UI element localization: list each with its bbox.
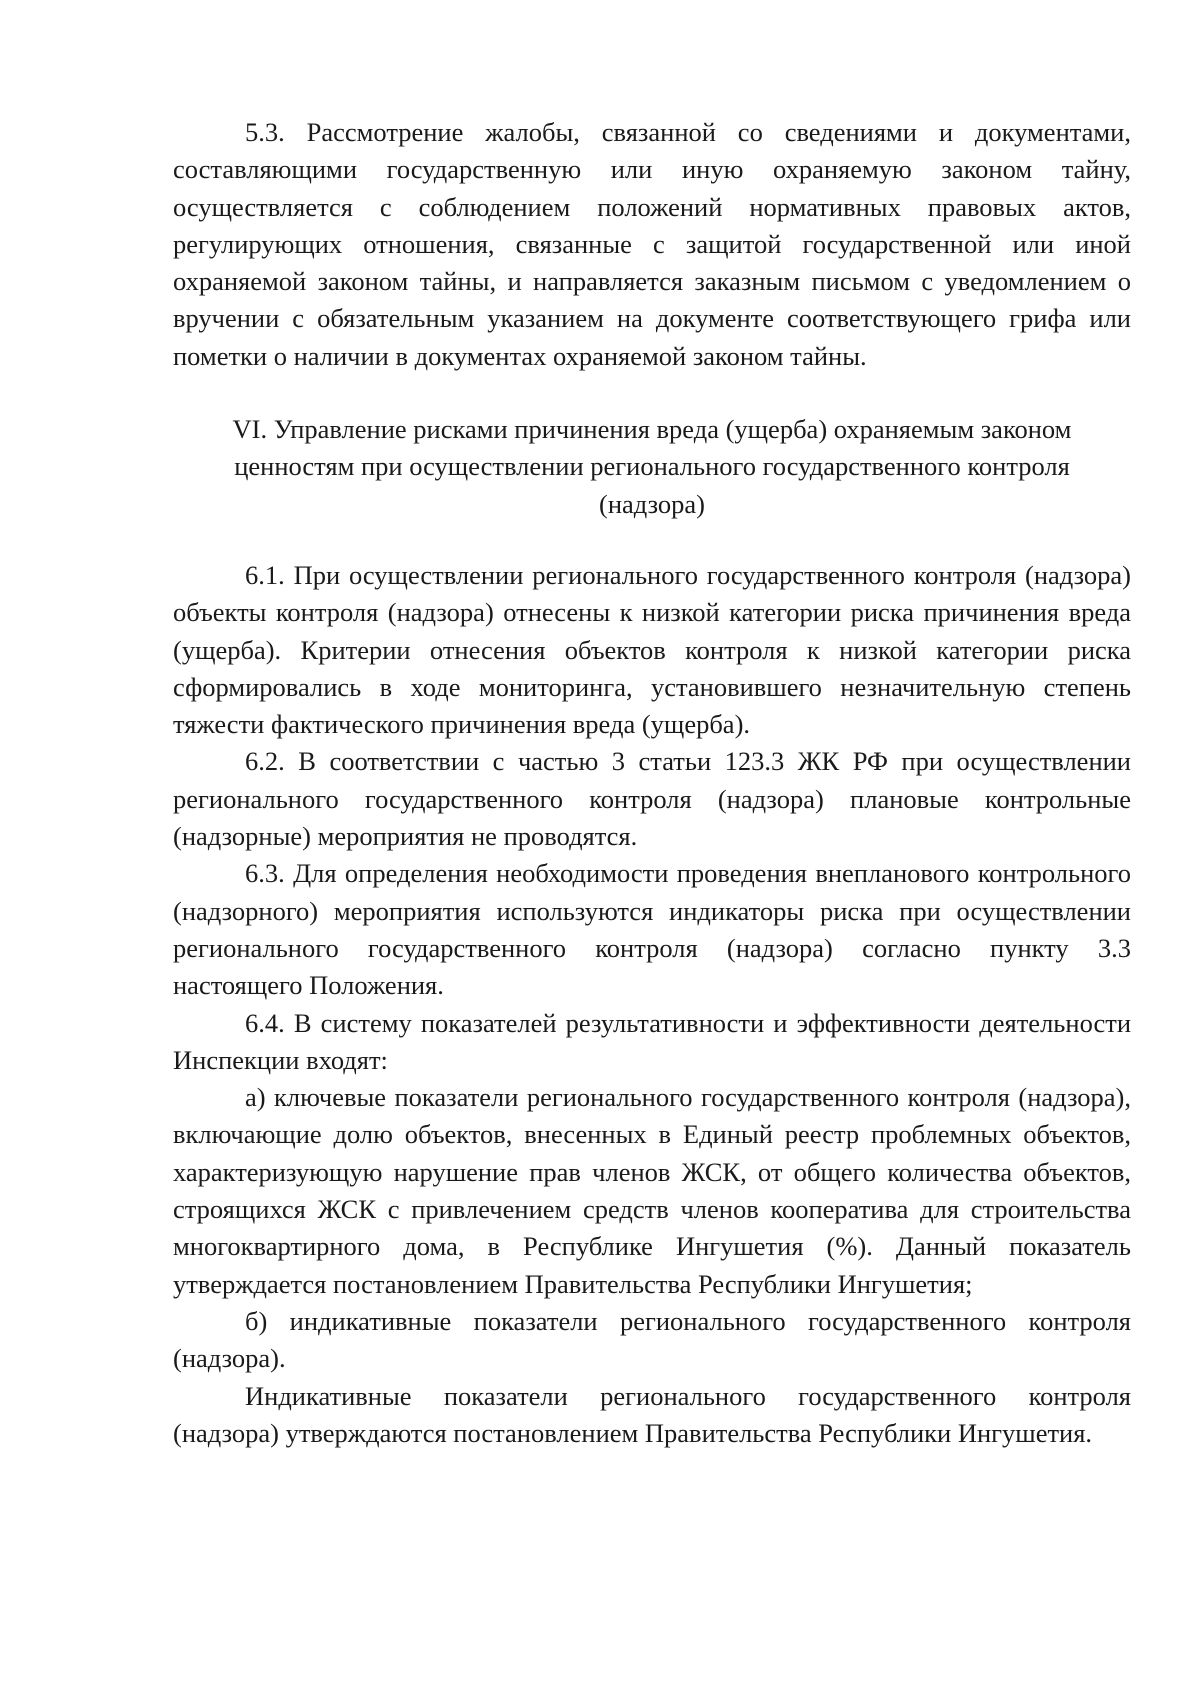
paragraph-5-3: 5.3. Рассмотрение жалобы, связанной со сведениями и документами, составляющими государственную или иную охраняемую законом тайну, осуществляется с соблюдением положений нормативных правовых актов, регулирующих отношения, связанные с защитой государственной или иной охраняемой законом тайны, и направляется заказным письмом с уведомлением о вручении с обязательным указанием на документе соответствующего грифа или пометки о наличии в документах охраняемой законом тайны. (173, 117, 1131, 371)
paragraph-6-4-a: а) ключевые показатели регионального государственного контроля (надзора), включающие долю объектов, внесенных в Единый реестр проблемных объектов, характеризующую нарушение прав членов ЖСК, от общего количества объектов, строящихся ЖСК с привлечением средств членов кооператива для строительства многоквартирного дома, в Республике Ингушетия (%). Данный показатель утверждается постановлением Правительства Республики Ингушетия; (173, 1082, 1131, 1299)
paragraph-6-4: 6.4. В систему показателей результативности и эффективности деятельности Инспекции входят: (173, 1007, 1131, 1075)
paragraph-6-1: 6.1. При осуществлении регионального государственного контроля (надзора) объекты контроля (надзора) отнесены к низкой категории риска причинения вреда (ущерба). Критерии отнесения объектов контроля к низкой категории риска сформировались в ходе мониторинга, установившего незначительную степень тяжести фактического причинения вреда (ущерба). (173, 559, 1131, 740)
paragraph-6-3: 6.3. Для определения необходимости проведения внепланового контрольного (надзорного) мероприятия используются индикаторы риска при осуществлении регионального государственного контроля (надзора) согласно пункту 3.3 настоящего Положения. (173, 858, 1131, 1001)
spacer (173, 375, 1131, 411)
paragraph-6-4-b: б) индикативные показатели регионального государственного контроля (надзора). (173, 1305, 1131, 1374)
paragraph-6-2: 6.2. В соответствии с частью 3 статьи 123.3 ЖК РФ при осуществлении регионального государственного контроля (надзора) плановые контрольные (надзорные) мероприятия не проводятся. (173, 746, 1131, 852)
section-heading: VI. Управление рисками причинения вреда (ущерба) охраняемым законом ценностям при осуществлении регионального государственного контроля (надзора) (232, 414, 1072, 519)
paragraph-indicative: Индикативные показатели регионального государственного контроля (надзора) утверждаются постановлением Правительства Республики Ингушетия. (173, 1380, 1131, 1448)
spacer (173, 523, 1131, 557)
document-body (173, 114, 1131, 1452)
